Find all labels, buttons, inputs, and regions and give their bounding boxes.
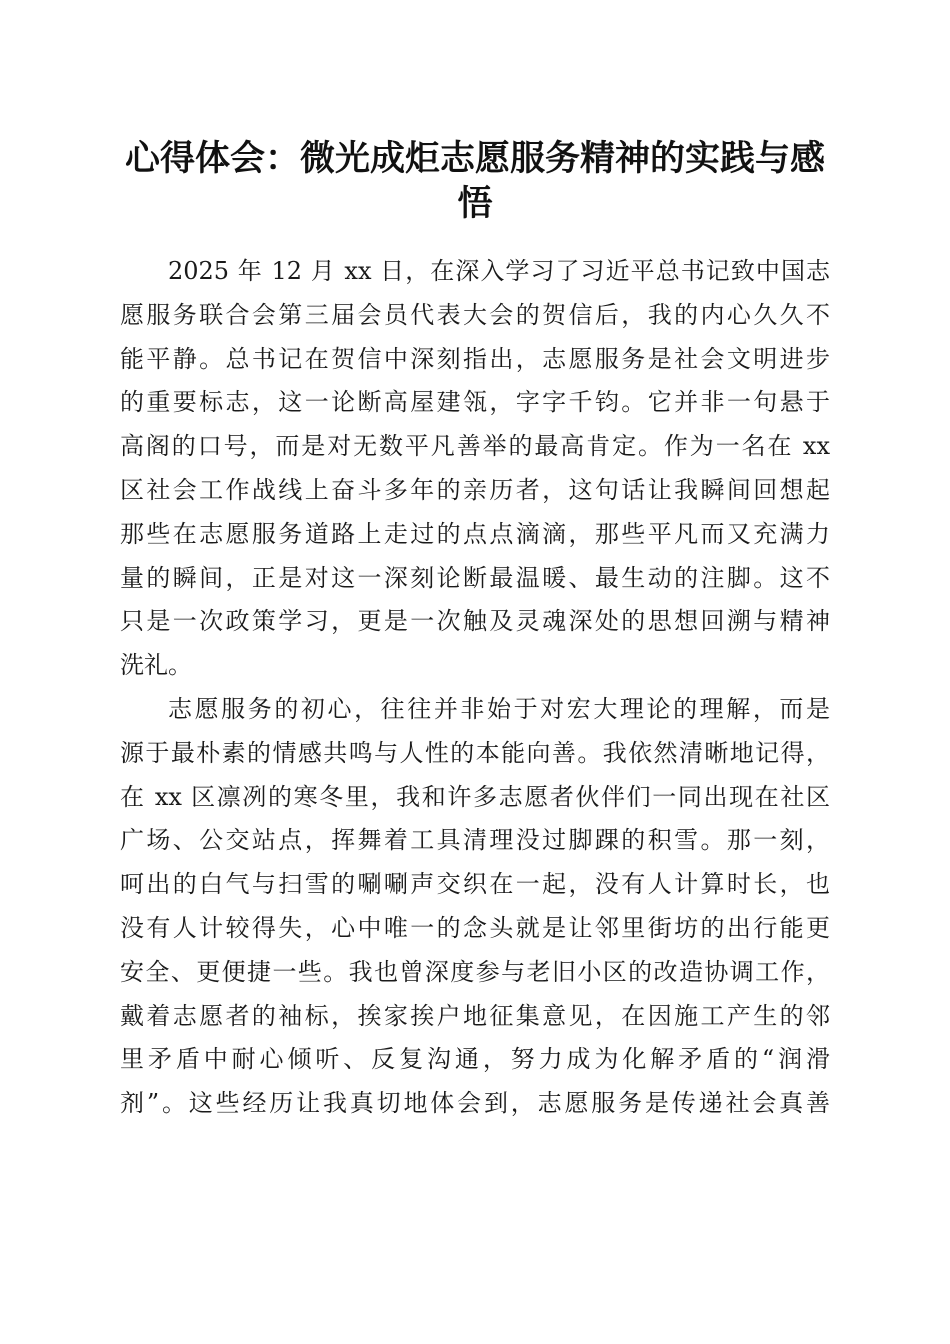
text-line: 愿服务联合会第三届会员代表大会的贺信后，我的内心久久不 (120, 300, 830, 329)
paragraph-2 (120, 688, 830, 1126)
text-line: 在 xx 区凛冽的寒冬里，我和许多志愿者伙伴们一同出现在社区 (120, 782, 830, 811)
paragraph-1 (120, 250, 830, 688)
text-line: 洗礼。 (120, 651, 192, 680)
text-line: 源于最朴素的情感共鸣与人性的本能向善。我依然清晰地记得， (120, 738, 830, 767)
text-line: 没有人计较得失，心中唯一的念头就是让邻里街坊的出行能更 (120, 913, 830, 942)
text-line: 高阁的口号，而是对无数平凡善举的最高肯定。作为一名在 xx (120, 432, 830, 461)
document-body (120, 250, 830, 1126)
text-line: 只是一次政策学习，更是一次触及灵魂深处的思想回溯与精神 (120, 607, 830, 636)
text-line: 戴着志愿者的袖标，挨家挨户地征集意见，在因施工产生的邻 (120, 1001, 830, 1030)
text-line: 志愿服务的初心，往往并非始于对宏大理论的理解，而是 (168, 694, 830, 723)
text-line: 量的瞬间，正是对这一深刻论断最温暖、最生动的注脚。这不 (120, 563, 830, 592)
text-line: 能平静。总书记在贺信中深刻指出，志愿服务是社会文明进步 (120, 344, 830, 373)
document-title: 心得体会：微光成炬志愿服务精神的实践与感悟 (124, 138, 825, 224)
text-line: 区社会工作战线上奋斗多年的亲历者，这句话让我瞬间回想起 (120, 475, 830, 504)
text-line: 呵出的白气与扫雪的唰唰声交织在一起，没有人计算时长，也 (120, 870, 830, 899)
text-line: 安全、更便捷一些。我也曾深度参与老旧小区的改造协调工作， (120, 957, 830, 986)
text-line: 那些在志愿服务道路上走过的点点滴滴，那些平凡而又充满力 (120, 519, 830, 548)
text-line: 的重要标志，这一论断高屋建瓴，字字千钧。它并非一句悬于 (120, 388, 830, 417)
text-line: 2025 年 12 月 xx 日，在深入学习了习近平总书记致中国志 (168, 257, 830, 285)
text-line: 广场、公交站点，挥舞着工具清理没过脚踝的积雪。那一刻， (120, 826, 830, 855)
text-line: 剂”。这些经历让我真切地体会到，志愿服务是传递社会真善 (120, 1089, 830, 1118)
text-line: 里矛盾中耐心倾听、反复沟通，努力成为化解矛盾的“润滑 (120, 1045, 830, 1074)
